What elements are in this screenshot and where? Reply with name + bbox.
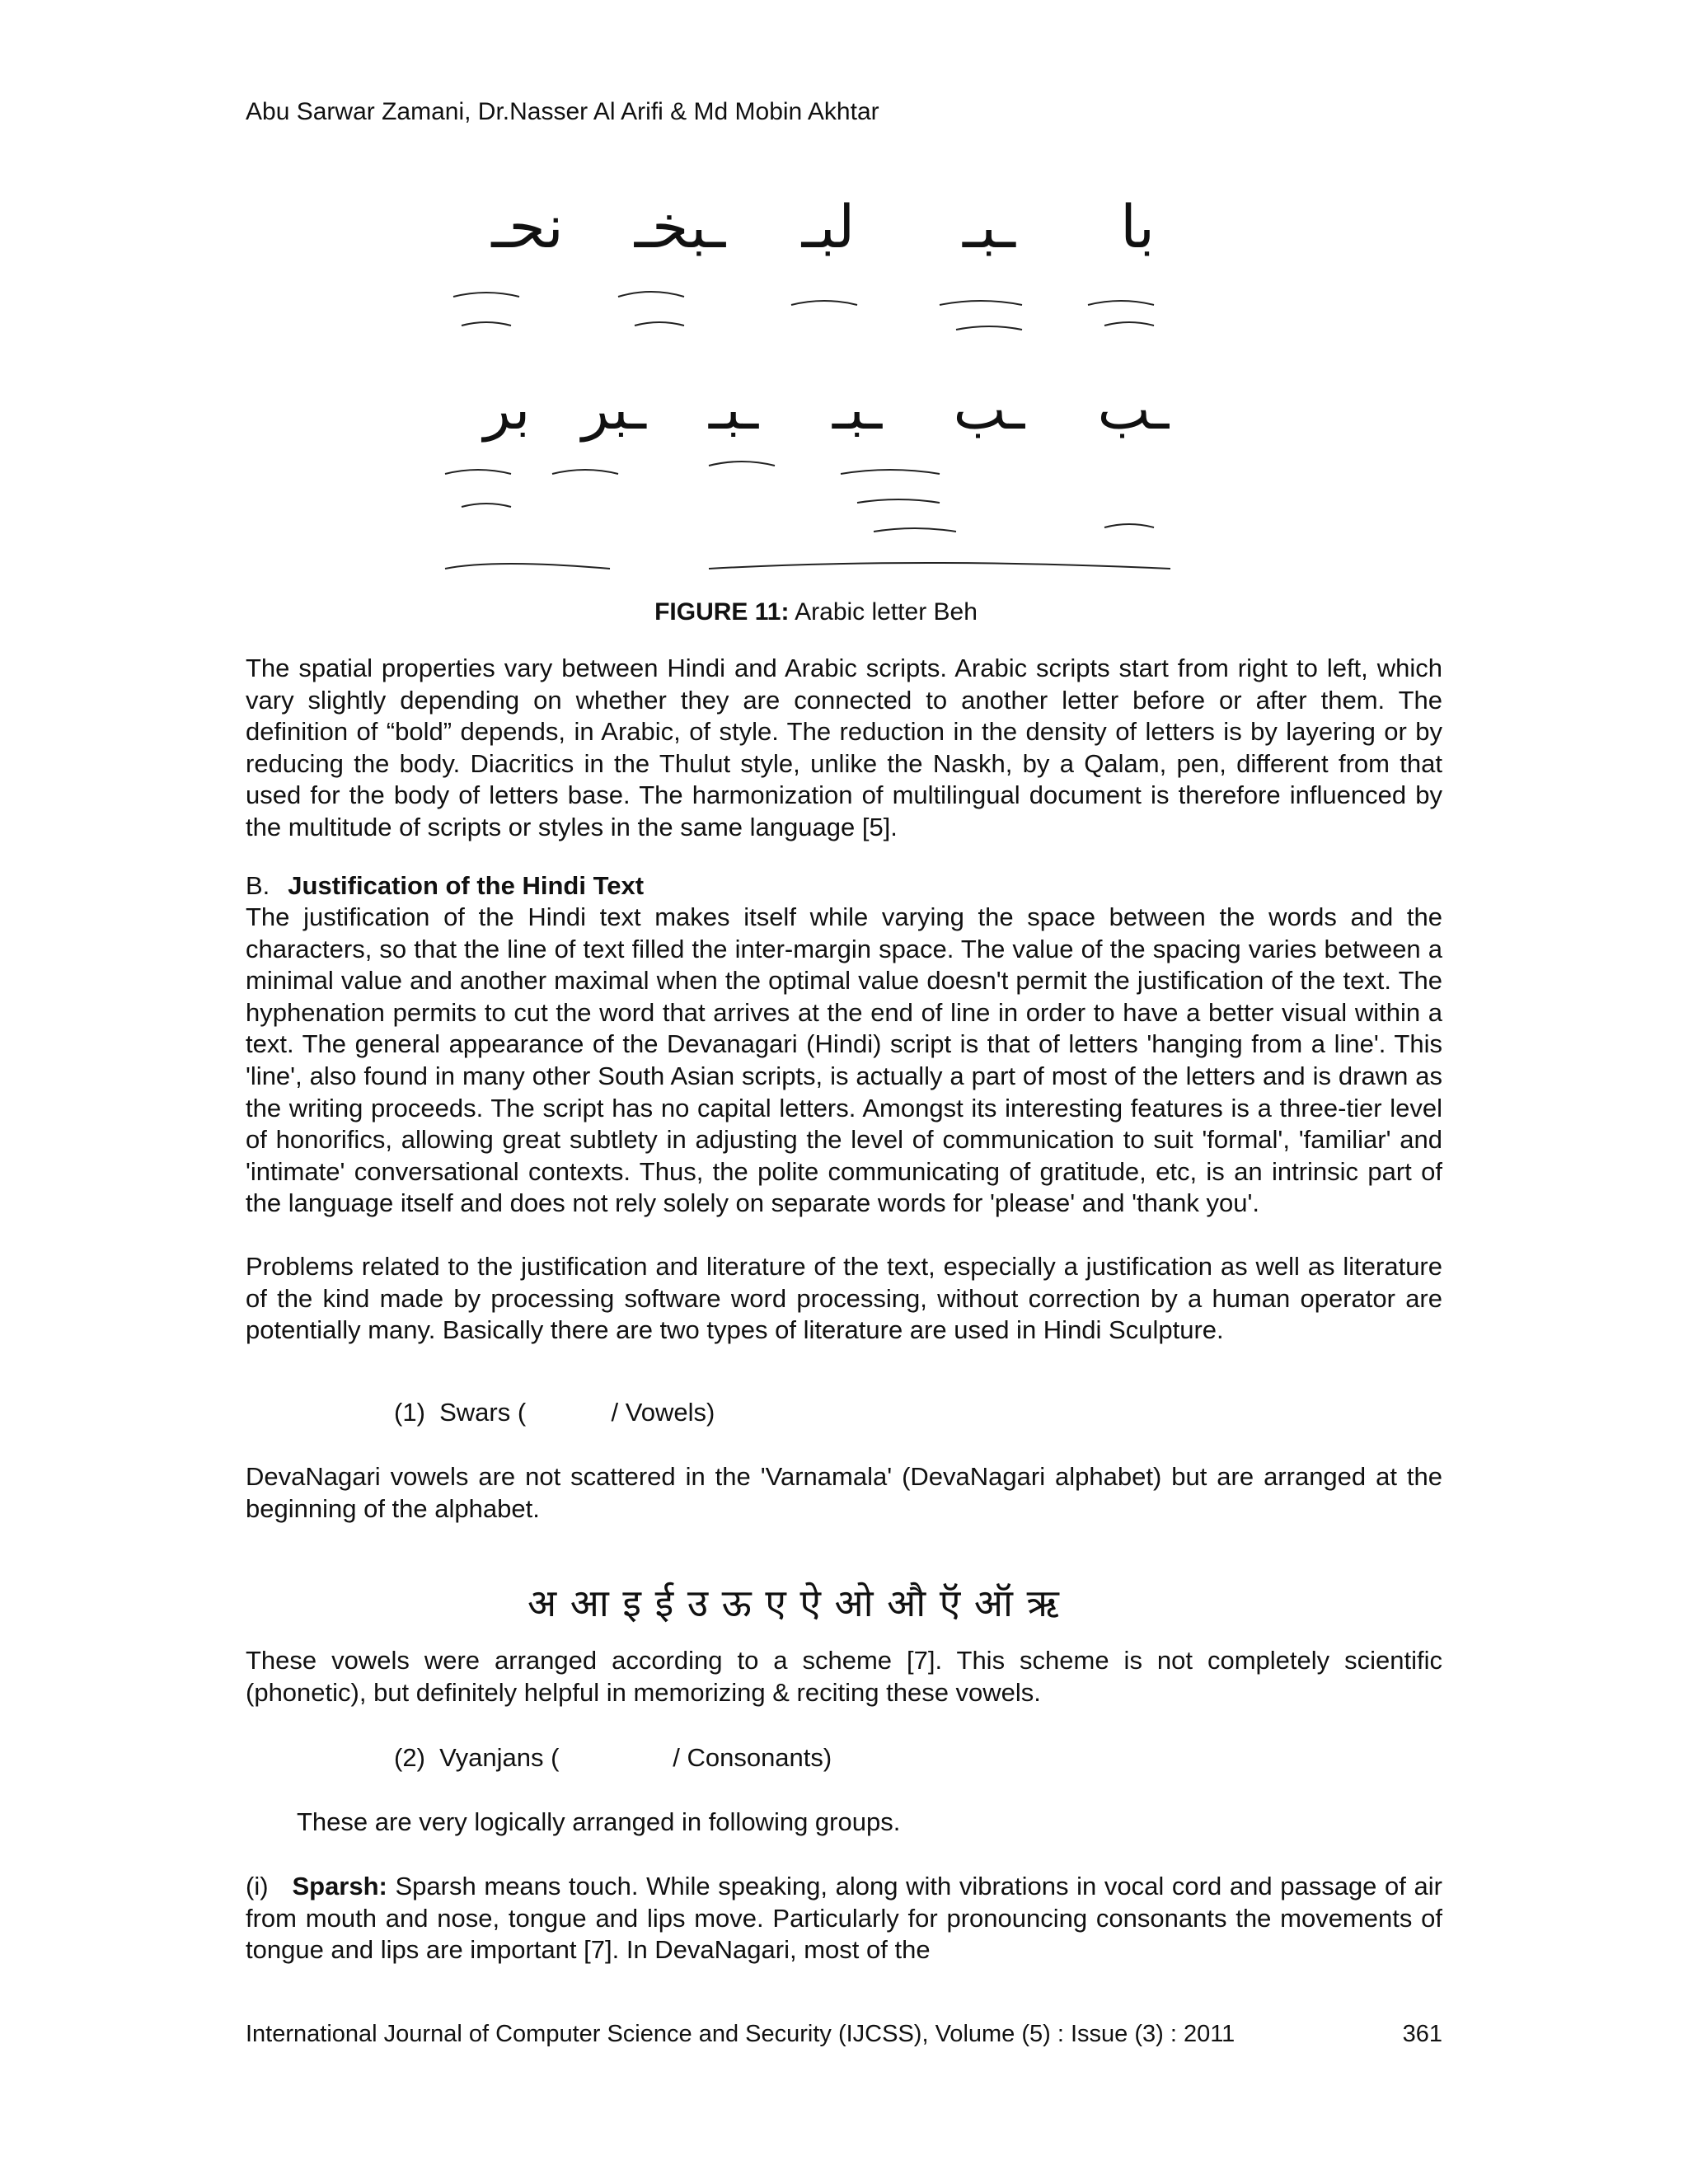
running-header-authors: Abu Sarwar Zamani, Dr.Nasser Al Arifi & Md Mobin Akhtar: [246, 98, 879, 125]
arabic-glyph-9: ـبـ: [832, 377, 883, 443]
list-item-vyanjans: (2) Vyanjans ( / Consonants): [394, 1743, 832, 1772]
section-b-prefix: B.: [246, 871, 270, 900]
arabic-glyph-5: با: [1120, 192, 1155, 261]
arabic-glyph-4: ـبـ: [963, 192, 1015, 261]
list-item-swars: (1) Swars ( / Vowels): [394, 1398, 715, 1427]
footer-page-number: 361: [1402, 2021, 1442, 2047]
paragraph-spatial-properties: The spatial properties vary between Hindi and Arabic scripts. Arabic scripts start from right to left, which vary slightly depending on whether they are connected to another letter before or after them. The definition of “bold” depends, in Arabic, of style. The reduction in the density of letters is by layering or by reducing the body. Diacritics in the Thulut style, unlike the Naskh, by a Qalam, pen, different from that used for the body of letters base. The harmonization of multilingual document is therefore influenced by the multitude of scripts or styles in the same language [5].: [246, 654, 1442, 841]
paragraph-groups: These are very logically arranged in following groups.: [297, 1807, 901, 1836]
arabic-glyph-2: ـبخـ: [634, 192, 726, 261]
figure-arabic-letter-beh: [429, 181, 1203, 626]
arabic-glyph-6: بر: [483, 377, 531, 443]
handwritten-annotation-strokes-row1: [453, 292, 1154, 305]
devanagari-vowel-row: अ आ इ ई उ ऊ ए ऐ ओ औ ऍ ऑ ऋ: [528, 1581, 1060, 1625]
paragraph-problems: Problems related to the justification and literature of the text, especially a justification as well as literature of the kind made by processing software word processing, without correction by a human operator are potentially many. Basically there are two types of literature are used in Hindi Sculpture.: [246, 1252, 1442, 1345]
section-b-heading: [246, 870, 644, 902]
sparsh-prefix: (i): [246, 1872, 269, 1900]
figure-caption: [429, 598, 1203, 627]
arabic-glyph-11: ـب: [1097, 377, 1170, 443]
paragraph-vowels-scheme: These vowels were arranged according to a scheme [7]. This scheme is not completely scientific (phonetic), but definitely helpful in memorizing & reciting these vowels.: [246, 1646, 1442, 1707]
figure-row-2: [445, 377, 1170, 569]
arabic-glyph-10: ـب: [953, 377, 1025, 443]
handwritten-annotation-strokes-row1b: [462, 322, 1154, 330]
sparsh-label: Sparsh:: [292, 1872, 387, 1900]
sparsh-body: Sparsh means touch. While speaking, along with vibrations in vocal cord and passage of air from mouth and nose, tongue and lips move. Particularly for pronouncing consonants the movements of tongue and lips are important [7]. In DevaNagari, most of the: [246, 1872, 1442, 1965]
figure-row-1: [453, 192, 1155, 330]
paragraph-justification: The justification of the Hindi text makes itself while varying the space between the words and the characters, so that the line of text filled the inter-margin space. The value of the spacing varies between a minimal value and another maximal when the optimal value doesn't permit the justification of the text. The hyphenation permits to cut the word that arrives at the end of line in order to have a better visual within a text. The general appearance of the Devanagari (Hindi) script is that of letters 'hanging from a line'. This 'line', also found in many other South Asian scripts, is actually a part of most of the letters and is drawn as the writing proceeds. The script has no capital letters. Amongst its interesting features is a three-tier level of honorifics, allowing great subtlety in adjusting the level of communication to suit 'formal', 'familiar' and 'intimate' conversational contexts. Thus, the polite communicating of gratitude, etc, is an intrinsic part of the language itself and does not rely solely on separate words for 'please' and 'thank you'.: [246, 902, 1442, 1218]
arabic-glyph-1: نحـ: [491, 192, 564, 261]
paragraph-sparsh: [246, 1871, 1442, 1966]
section-b-title: Justification of the Hindi Text: [288, 871, 645, 900]
arabic-glyph-8: ـبـ: [708, 377, 759, 443]
figure-handwritten-arabic-image: [429, 181, 1203, 593]
page-footer: [246, 2019, 1442, 2049]
figure-caption-label: FIGURE 11:: [654, 598, 790, 626]
arabic-glyph-7: ـبر: [582, 377, 646, 443]
handwritten-annotation-strokes-row2: [445, 462, 940, 474]
handwritten-annotation-strokes-bottom: [445, 563, 1170, 569]
arabic-glyph-3: لبـ: [801, 192, 856, 261]
figure-caption-text: Arabic letter Beh: [789, 598, 978, 626]
handwritten-annotation-strokes-row2b: [462, 499, 1154, 532]
paragraph-vowels-intro: DevaNagari vowels are not scattered in the 'Varnamala' (DevaNagari alphabet) but are arranged at the beginning of the alphabet.: [246, 1462, 1442, 1523]
footer-journal-citation: International Journal of Computer Science and Security (IJCSS), Volume (5) : Issue (3) : 2011: [246, 2021, 1236, 2047]
